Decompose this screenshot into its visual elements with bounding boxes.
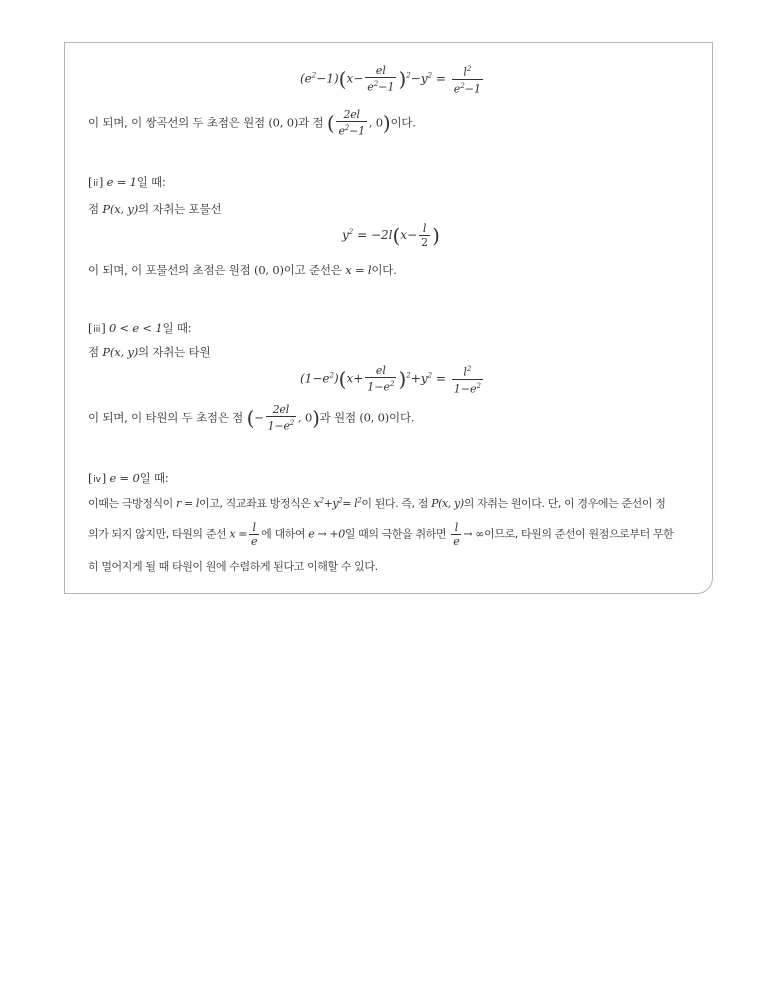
hyperbola-foci-text: 이 되며, 이 쌍곡선의 두 초점은 원점 (0, 0)과 점 ( $\frac{2el}{e^2-1}$ , 0)이다. [88, 108, 416, 138]
ellipse-foci-text: 이 되며, 이 타원의 두 초점은 점 (− $\frac{2el}{1-e^2}$ , 0)과 원점 (0, 0)이다. [88, 403, 415, 433]
case-iv-paragraph-line-1: 이때는 극방정식이 r = l이고, 직교좌표 방정식은 $x^2+y^2= l^2$이 된다. 즉, 점 P(x, y)의 자취는 원이다. 단, 이 경우에는 준선이 정 [88, 496, 666, 510]
case-iv-heading: [iv] e = 0일 때: [88, 471, 169, 485]
case-iv-paragraph-line-2: 의가 되지 않지만, 타원의 준선 x = $\frac{l}{e}$ 에 대하여 e → +0일 때의 극한을 취하면 $\frac{l}{e}$ → ∞이므로, 타원의 준선이 원점으로부터 무한 [88, 521, 674, 548]
parabola-equation: $y^2 = -2l(x-$ $\frac{l}{2}$ ) [342, 222, 440, 249]
case-iv-paragraph-line-3: 히 멀어지게 될 때 타원이 원에 수렴하게 된다고 이해할 수 있다. [88, 560, 378, 573]
case-iii-heading: [iii] 0 < e < 1일 때: [88, 321, 192, 335]
parabola-focus-text: 이 되며, 이 포물선의 초점은 원점 (0, 0)이고 준선은 x = l이다. [88, 263, 397, 277]
case-iii-locus: 점 P(x, y)의 자취는 타원 [88, 345, 211, 359]
case-ii-locus: 점 P(x, y)의 자취는 포물선 [88, 202, 222, 216]
case-ii-heading: [ii] e = 1일 때: [88, 175, 166, 189]
ellipse-equation: $(1-e^2)(x+$ $\frac{el}{1-e^2}$ )$^2+y^2$ = $\frac{l^2}{1-e^2}$ [300, 364, 481, 396]
hyperbola-equation: $(e^2-1)(x-$ $\frac{el}{e^2-1}$ )$^2-y^2$ = $\frac{l^2}{e^2-1}$ [300, 64, 481, 96]
